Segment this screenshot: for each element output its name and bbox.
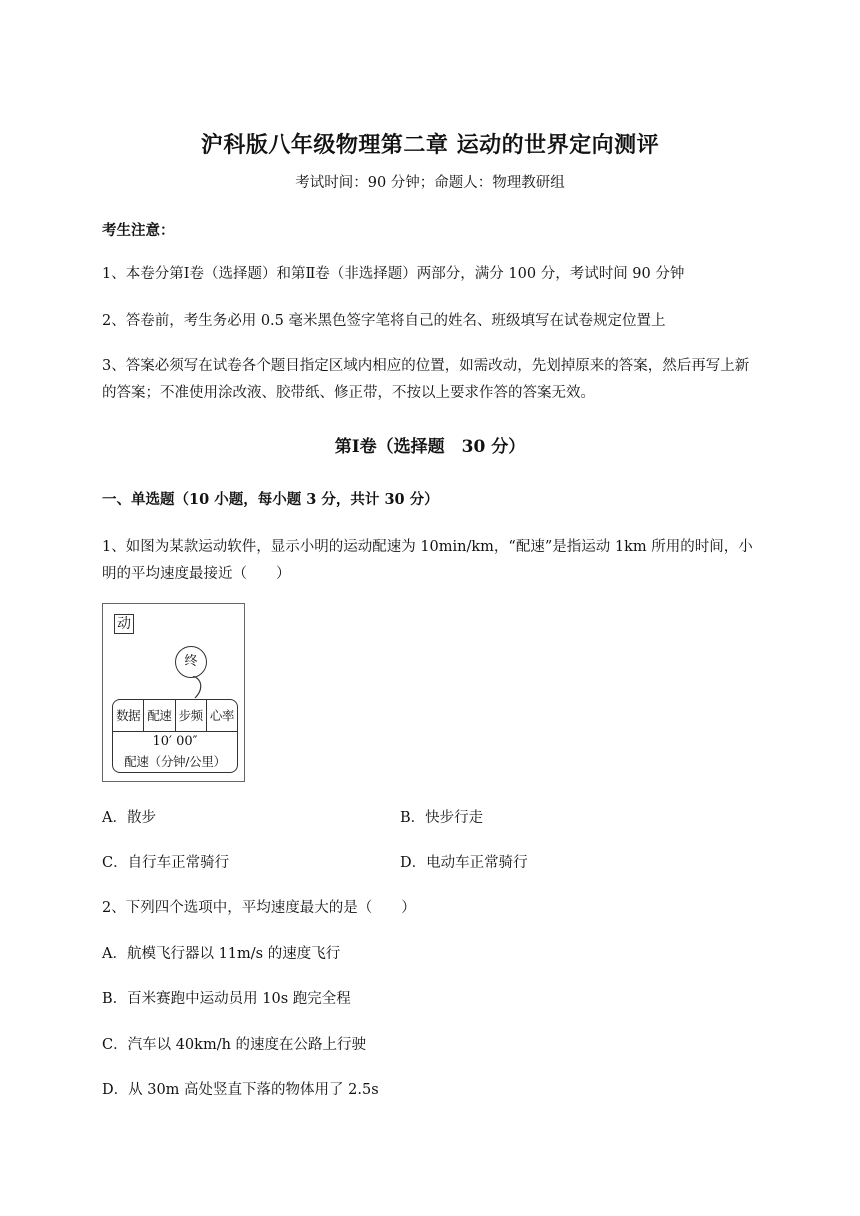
question-2-option-d: D．从 30m 高处竖直下落的物体用了 2.5s xyxy=(102,1082,379,1098)
question-1-stem-line-2: 明的平均速度最接近（ ） xyxy=(102,566,291,582)
question-2-option-a: A．航模飞行器以 11m/s 的速度飞行 xyxy=(102,946,341,962)
tab-pace: 配速 xyxy=(144,700,175,731)
part-title: 一、单选题（10 小题，每小题 3 分，共计 30 分） xyxy=(102,491,439,508)
exam-info: 考试时间：90 分钟；命题人：物理教研组 xyxy=(295,175,565,191)
pace-unit: 配速（分钟/公里） xyxy=(124,754,226,769)
notice-item-2: 2、答卷前，考生务必用 0.5 毫米黑色签字笔将自己的姓名、班级填写在试卷规定位置上 xyxy=(102,313,666,329)
pace-value: 10′ 00″ xyxy=(152,734,198,749)
question-1-stem-line-1: 1、如图为某款运动软件，显示小明的运动配速为 10min/km，“配速”是指运动 1km 所用的时间，小 xyxy=(102,539,753,555)
notice-item-3-line-2: 的答案；不准使用涂改液、胶带纸、修正带，不按以上要求作答的答案无效。 xyxy=(102,385,595,401)
panel-tabs xyxy=(113,700,237,732)
pace-panel xyxy=(112,699,238,773)
tab-data: 数据 xyxy=(113,700,144,731)
question-1-option-d: D．电动车正常骑行 xyxy=(400,855,528,871)
pace-app-figure xyxy=(102,603,245,782)
notice-title: 考生注意： xyxy=(102,222,175,239)
question-1-option-c: C．自行车正常骑行 xyxy=(102,855,230,871)
stop-icon: 终 xyxy=(175,646,207,678)
tab-cadence: 步频 xyxy=(176,700,207,731)
question-1-option-a: A．散步 xyxy=(102,810,156,826)
notice-item-3-line-1: 3、答案必须写在试卷各个题目指定区域内相应的位置，如需改动，先划掉原来的答案，然后再写上新 xyxy=(102,358,750,374)
section-title: 第Ⅰ卷（选择题 30 分） xyxy=(334,437,526,457)
app-icon: 动 xyxy=(114,614,134,634)
page-title: 沪科版八年级物理第二章 运动的世界定向测评 xyxy=(200,132,660,158)
question-2-option-b: B．百米赛跑中运动员用 10s 跑完全程 xyxy=(102,991,351,1007)
question-1-option-b: B．快步行走 xyxy=(400,810,484,826)
tab-heart-rate: 心率 xyxy=(209,708,234,723)
notice-item-1: 1、本卷分第Ⅰ卷（选择题）和第Ⅱ卷（非选择题）两部分，满分 100 分，考试时间 90 分钟 xyxy=(102,266,685,282)
question-2-stem: 2、下列四个选项中，平均速度最大的是（ ） xyxy=(102,900,416,916)
question-2-option-c: C．汽车以 40km/h 的速度在公路上行驶 xyxy=(102,1037,367,1053)
